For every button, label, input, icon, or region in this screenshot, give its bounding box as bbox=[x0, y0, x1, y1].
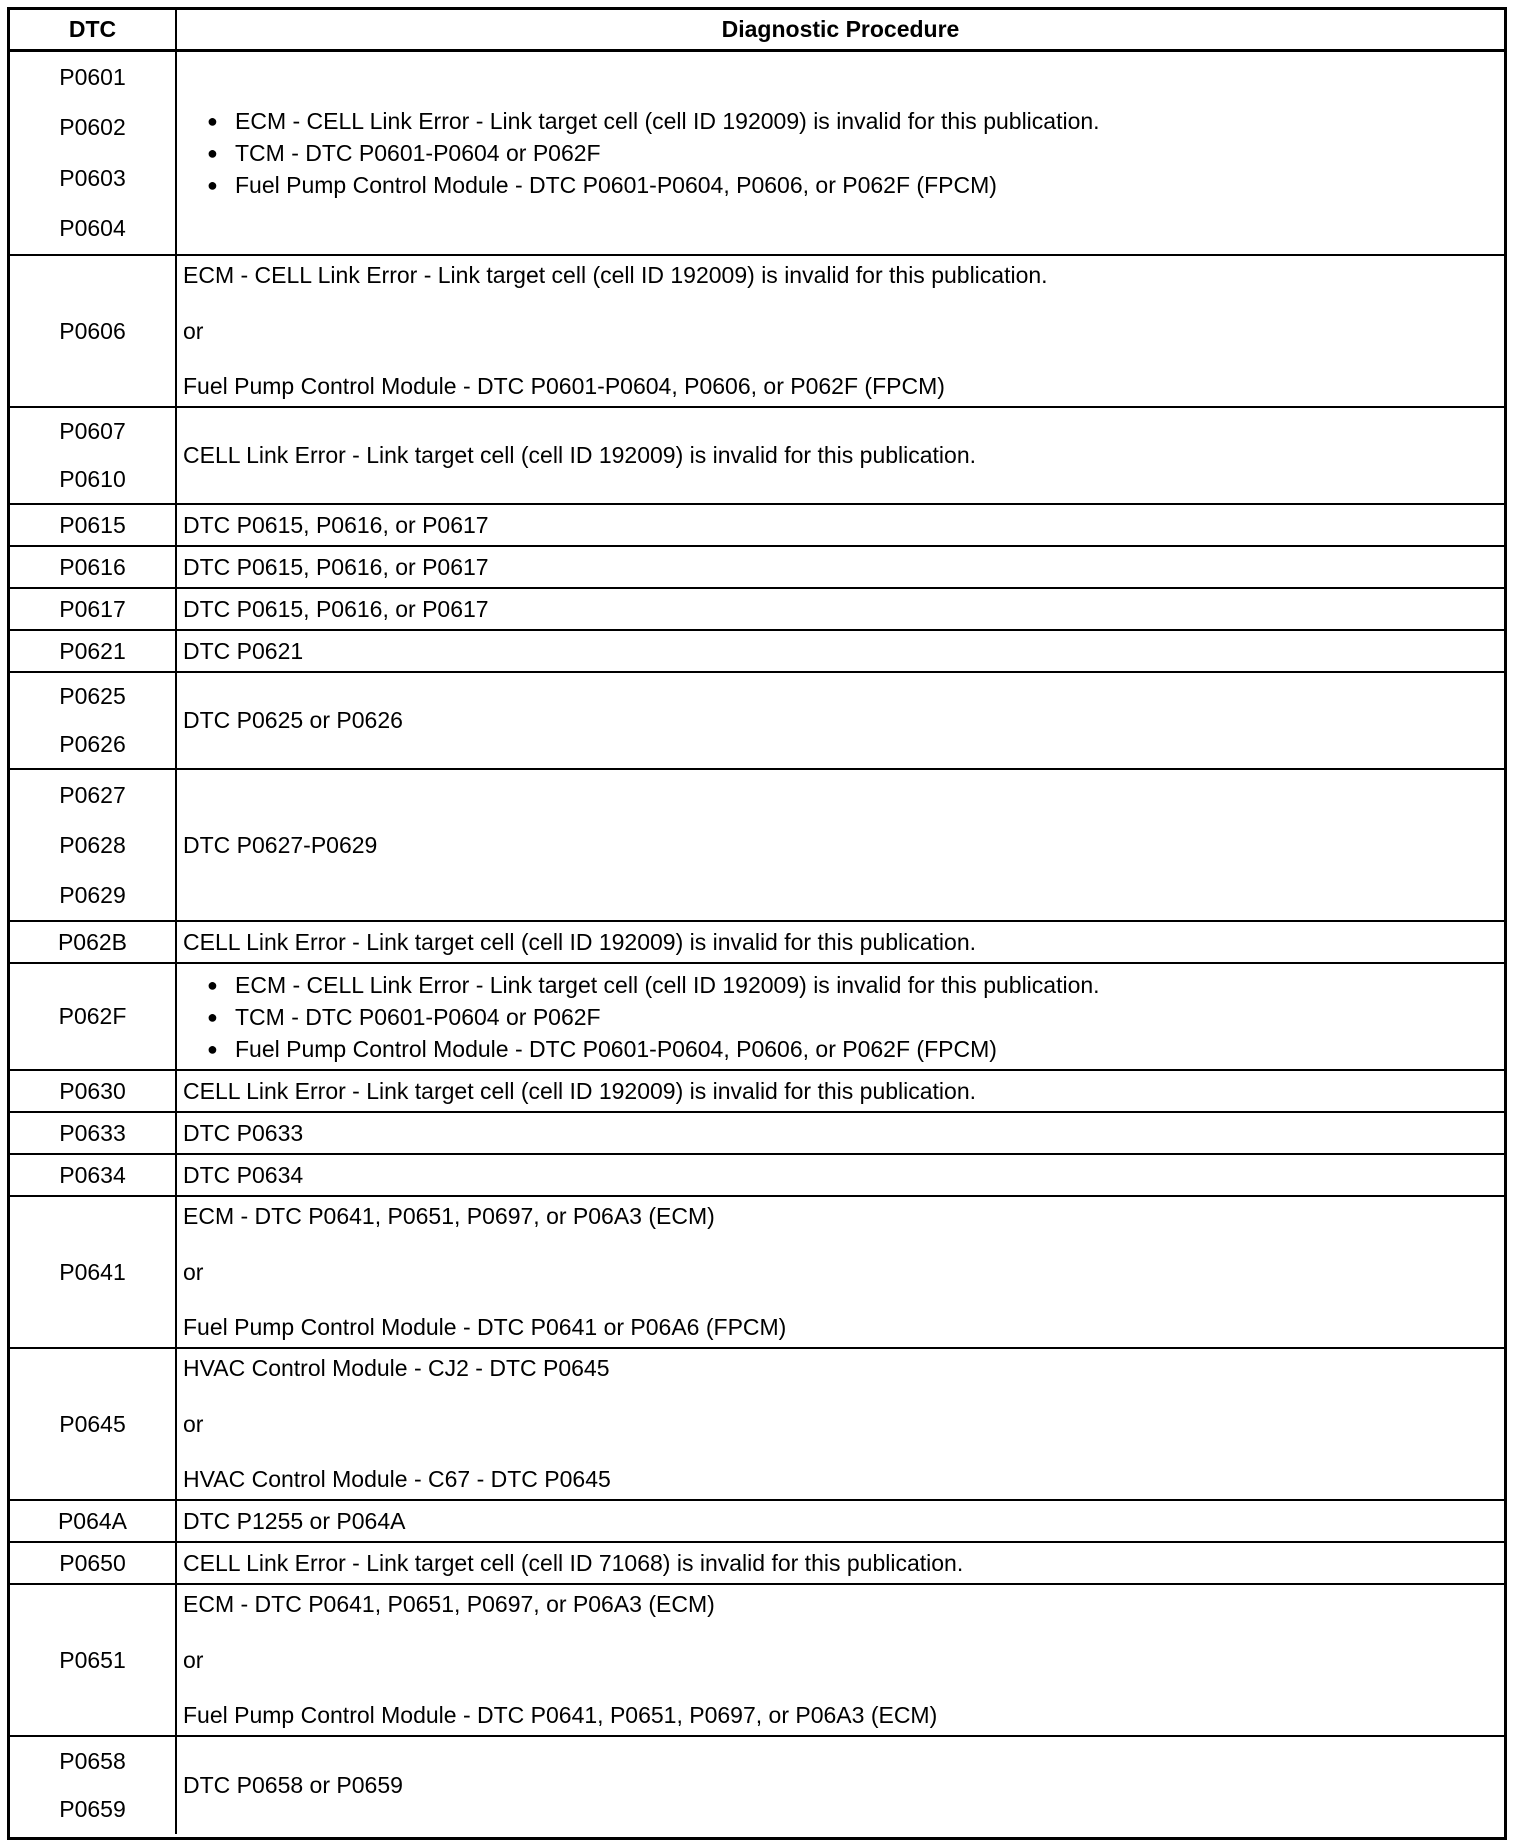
procedure-bullet-list bbox=[183, 105, 1498, 201]
dtc-cell bbox=[10, 1501, 177, 1541]
procedure-text: HVAC Control Module - CJ2 - DTC P0645 bbox=[183, 1355, 610, 1381]
procedure-cell bbox=[177, 964, 1504, 1069]
procedure-cell bbox=[177, 1113, 1504, 1153]
dtc-cell bbox=[10, 1737, 177, 1834]
procedure-text: CELL Link Error - Link target cell (cell ID 192009) is invalid for this publication. bbox=[183, 442, 977, 468]
dtc-cell bbox=[10, 52, 177, 254]
table-row bbox=[10, 547, 1504, 589]
table-row bbox=[10, 1113, 1504, 1155]
procedure-text: Fuel Pump Control Module - DTC P0601-P0604, P0606, or P062F (FPCM) bbox=[183, 373, 945, 399]
dtc-code: P0604 bbox=[59, 215, 126, 242]
procedure-or: or bbox=[183, 317, 204, 344]
procedure-text: Fuel Pump Control Module - DTC P0641, P0651, P0697, or P06A3 (ECM) bbox=[183, 1702, 938, 1728]
table-row bbox=[10, 505, 1504, 547]
table-row bbox=[10, 1737, 1504, 1834]
procedure-cell bbox=[177, 1197, 1504, 1347]
table-row bbox=[10, 589, 1504, 631]
procedure-text: CELL Link Error - Link target cell (cell ID 71068) is invalid for this publication. bbox=[183, 1549, 964, 1576]
procedure-cell bbox=[177, 505, 1504, 545]
dtc-code: P064A bbox=[57, 1507, 128, 1534]
dtc-code: P0651 bbox=[59, 1646, 126, 1673]
dtc-cell bbox=[10, 1585, 177, 1735]
procedure-text: DTC P0658 or P0659 bbox=[183, 1772, 403, 1798]
procedure-paragraphs bbox=[183, 258, 1498, 404]
procedure-text: ECM - CELL Link Error - Link target cell (cell ID 192009) is invalid for this publication. bbox=[183, 262, 1048, 288]
dtc-code: P0621 bbox=[59, 637, 126, 664]
procedure-bullet-item: ● ECM - CELL Link Error - Link target cell (cell ID 192009) is invalid for this publication. bbox=[207, 105, 1498, 137]
table-row bbox=[10, 770, 1504, 922]
procedure-cell bbox=[177, 1071, 1504, 1111]
procedure-paragraphs bbox=[183, 1351, 1498, 1497]
procedure-cell bbox=[177, 256, 1504, 406]
dtc-cell bbox=[10, 631, 177, 671]
procedure-text: ECM - DTC P0641, P0651, P0697, or P06A3 (ECM) bbox=[183, 1591, 715, 1617]
dtc-code: P0628 bbox=[59, 831, 126, 858]
procedure-cell bbox=[177, 673, 1504, 768]
table-row bbox=[10, 631, 1504, 673]
procedure-cell bbox=[177, 547, 1504, 587]
dtc-cell bbox=[10, 589, 177, 629]
dtc-code: P0601 bbox=[59, 63, 126, 90]
dtc-code: P0602 bbox=[59, 114, 126, 141]
dtc-code: P0630 bbox=[59, 1077, 126, 1104]
dtc-code: P0616 bbox=[59, 553, 126, 580]
procedure-or: or bbox=[183, 1258, 204, 1285]
dtc-code: P0645 bbox=[59, 1410, 126, 1437]
procedure-text: DTC P0615, P0616, or P0617 bbox=[183, 595, 489, 622]
dtc-code: P0606 bbox=[59, 317, 126, 344]
procedure-text: CELL Link Error - Link target cell (cell ID 192009) is invalid for this publication. bbox=[183, 928, 977, 955]
procedure-text: DTC P0634 bbox=[183, 1161, 304, 1188]
table-row bbox=[10, 1155, 1504, 1197]
dtc-cell bbox=[10, 964, 177, 1069]
procedure-cell bbox=[177, 1737, 1504, 1834]
dtc-code: P0625 bbox=[59, 683, 126, 710]
procedure-cell bbox=[177, 1349, 1504, 1499]
procedure-paragraphs bbox=[183, 1199, 1498, 1345]
procedure-cell bbox=[177, 1501, 1504, 1541]
table-row bbox=[10, 1585, 1504, 1737]
header-dtc: DTC bbox=[10, 10, 177, 49]
table-row bbox=[10, 922, 1504, 964]
dtc-code: P0629 bbox=[59, 881, 126, 908]
procedure-cell bbox=[177, 1543, 1504, 1583]
table-row bbox=[10, 52, 1504, 256]
table-row bbox=[10, 408, 1504, 505]
table-row bbox=[10, 1543, 1504, 1585]
table-header bbox=[10, 10, 1504, 52]
table-row bbox=[10, 1197, 1504, 1349]
procedure-cell bbox=[177, 1155, 1504, 1195]
dtc-code: P0658 bbox=[59, 1747, 126, 1774]
procedure-text: CELL Link Error - Link target cell (cell ID 192009) is invalid for this publication. bbox=[183, 1077, 977, 1104]
dtc-cell bbox=[10, 1543, 177, 1583]
dtc-code: P062F bbox=[58, 1003, 127, 1029]
table-body bbox=[10, 52, 1504, 1834]
dtc-code: P0634 bbox=[59, 1161, 126, 1188]
procedure-cell bbox=[177, 1585, 1504, 1735]
dtc-code: P062B bbox=[57, 928, 128, 955]
procedure-cell bbox=[177, 52, 1504, 254]
dtc-code: P0615 bbox=[59, 511, 126, 538]
procedure-bullet-item: ● Fuel Pump Control Module - DTC P0601-P0604, P0606, or P062F (FPCM) bbox=[207, 1033, 1498, 1065]
dtc-code: P0603 bbox=[59, 164, 126, 191]
procedure-cell bbox=[177, 770, 1504, 920]
procedure-text: DTC P0625 or P0626 bbox=[183, 707, 403, 733]
dtc-code: P0617 bbox=[59, 595, 126, 622]
procedure-paragraphs bbox=[183, 1587, 1498, 1733]
dtc-cell bbox=[10, 1113, 177, 1153]
dtc-code: P0610 bbox=[59, 465, 126, 492]
dtc-code: P0633 bbox=[59, 1119, 126, 1146]
table-row bbox=[10, 256, 1504, 408]
dtc-code: P0627 bbox=[59, 781, 126, 808]
procedure-cell bbox=[177, 922, 1504, 962]
table-row bbox=[10, 1349, 1504, 1501]
dtc-code: P0659 bbox=[59, 1796, 126, 1823]
procedure-text: DTC P0627-P0629 bbox=[183, 831, 378, 858]
header-procedure: Diagnostic Procedure bbox=[721, 16, 960, 42]
procedure-text: DTC P0615, P0616, or P0617 bbox=[183, 511, 489, 538]
dtc-code: P0607 bbox=[59, 418, 126, 445]
procedure-bullet-item: ● ECM - CELL Link Error - Link target cell (cell ID 192009) is invalid for this publication. bbox=[207, 969, 1498, 1001]
dtc-cell bbox=[10, 1155, 177, 1195]
procedure-cell bbox=[177, 408, 1504, 503]
procedure-text: DTC P0633 bbox=[183, 1119, 304, 1146]
procedure-bullet-item: ● TCM - DTC P0601-P0604 or P062F bbox=[207, 137, 1498, 169]
dtc-code: P0641 bbox=[59, 1258, 126, 1285]
dtc-cell bbox=[10, 673, 177, 768]
dtc-code: P0626 bbox=[59, 730, 126, 757]
dtc-cell bbox=[10, 1071, 177, 1111]
dtc-cell bbox=[10, 408, 177, 503]
table-row bbox=[10, 673, 1504, 770]
procedure-text: DTC P1255 or P064A bbox=[183, 1507, 406, 1534]
dtc-table bbox=[7, 7, 1507, 1840]
procedure-or: or bbox=[183, 1646, 204, 1673]
table-row bbox=[10, 964, 1504, 1071]
procedure-bullet-item: ● Fuel Pump Control Module - DTC P0601-P0604, P0606, or P062F (FPCM) bbox=[207, 169, 1498, 201]
procedure-or: or bbox=[183, 1410, 204, 1437]
procedure-text: ECM - DTC P0641, P0651, P0697, or P06A3 (ECM) bbox=[183, 1203, 715, 1229]
procedure-text: HVAC Control Module - C67 - DTC P0645 bbox=[183, 1466, 611, 1492]
table-row bbox=[10, 1071, 1504, 1113]
table-row bbox=[10, 1501, 1504, 1543]
dtc-cell bbox=[10, 1349, 177, 1499]
procedure-text: DTC P0621 bbox=[183, 637, 304, 664]
dtc-cell bbox=[10, 770, 177, 920]
dtc-cell bbox=[10, 1197, 177, 1347]
dtc-cell bbox=[10, 256, 177, 406]
procedure-text: Fuel Pump Control Module - DTC P0641 or P06A6 (FPCM) bbox=[183, 1314, 787, 1340]
procedure-bullet-item: ● TCM - DTC P0601-P0604 or P062F bbox=[207, 1001, 1498, 1033]
dtc-cell bbox=[10, 547, 177, 587]
dtc-cell bbox=[10, 505, 177, 545]
dtc-cell bbox=[10, 922, 177, 962]
procedure-cell bbox=[177, 589, 1504, 629]
procedure-text: DTC P0615, P0616, or P0617 bbox=[183, 553, 489, 580]
procedure-bullet-list bbox=[183, 969, 1498, 1065]
dtc-code: P0650 bbox=[59, 1549, 126, 1576]
procedure-cell bbox=[177, 631, 1504, 671]
